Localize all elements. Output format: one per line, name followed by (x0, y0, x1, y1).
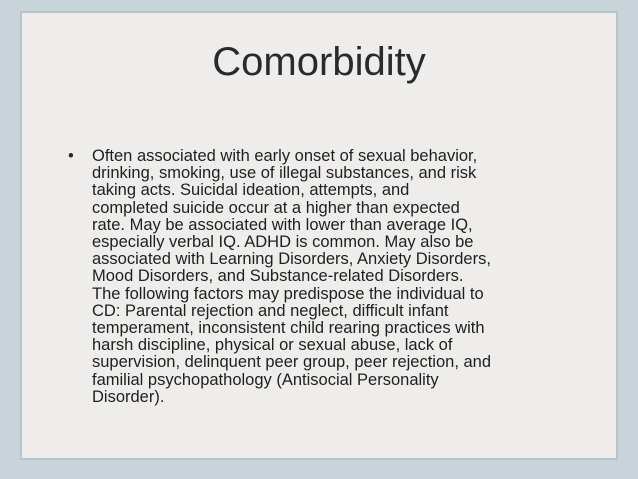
slide-title: Comorbidity (212, 40, 426, 84)
bullet-marker: • (68, 147, 74, 165)
bullet-item (68, 148, 584, 406)
bullet-text: Often associated with early onset of sexual behavior, drinking, smoking, use of illegal substances, and risk taking acts. Suicidal ideation, attempts, and completed suicide occur at a higher than expected rate. May be associated with lower than average IQ, especially verbal IQ. ADHD is common. May also be associated with Learning Disorders, Anxiety Disorders, Mood Disorders, and Substance-related Disorders. The following factors may predispose the individual to CD: Parental rejection and neglect, difficult infant temperament, inconsistent child rearing practices with harsh discipline, physical or sexual abuse, lack of supervision, delinquent peer group, peer rejection, and familial psychopathology (Antisocial Personality Disorder). (92, 147, 492, 406)
